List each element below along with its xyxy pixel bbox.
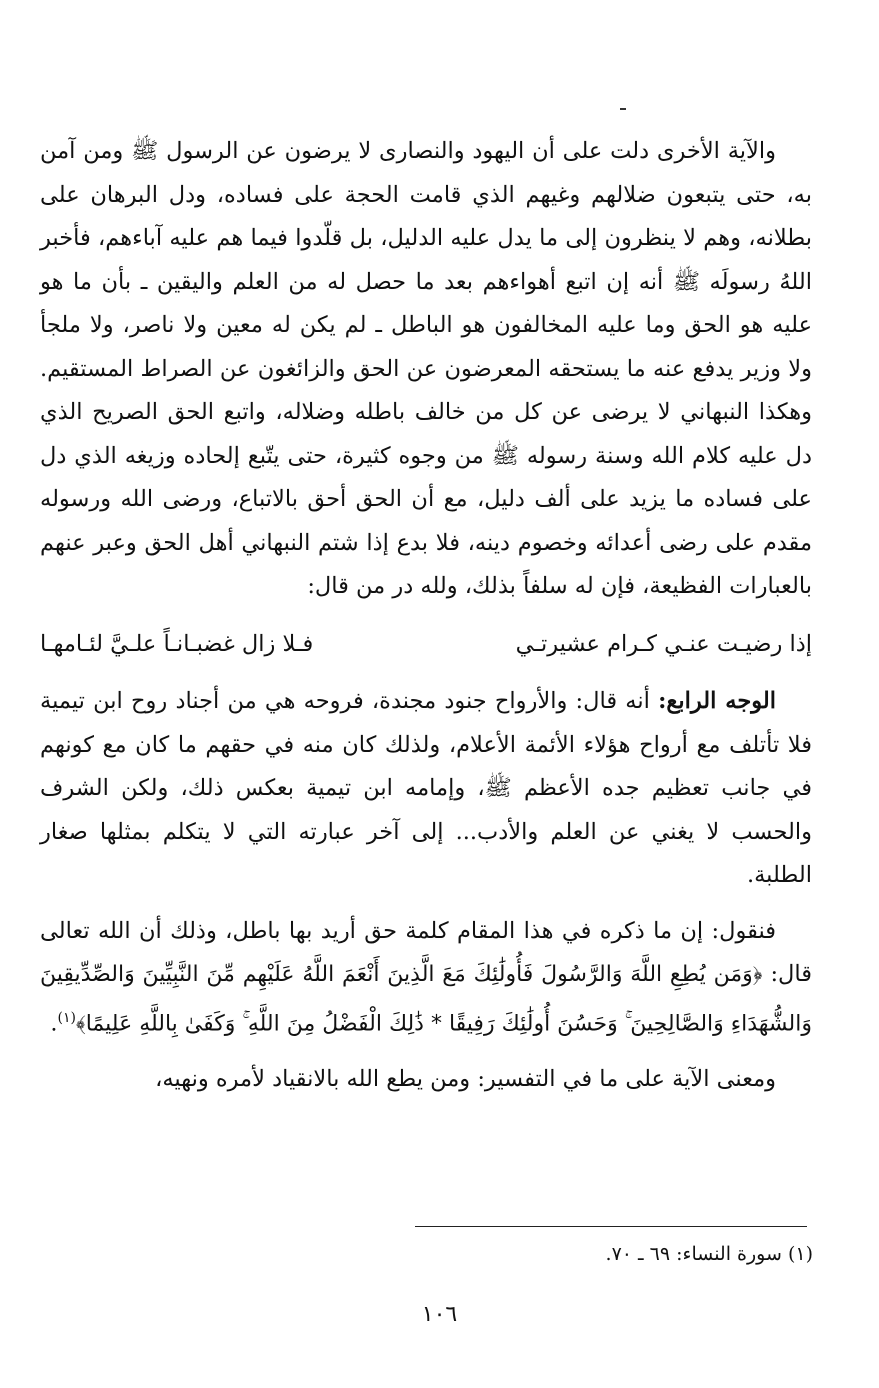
p1-line: والزائغون عن الصراط المستقيم. وهكذا النبهاني لا يرضى عن كل من خالف (40, 355, 812, 425)
footnote-reference[interactable]: (١) (57, 1009, 76, 1026)
p3-end: . (50, 1010, 58, 1036)
p1-line: عليه آباءهم، فأخبر اللهُ رسولَه ﷺ أنه إن اتبع أهواءهم بعد ما حصل له من العلم (40, 225, 812, 295)
paragraph-2 (40, 680, 812, 898)
p1-line: البرهان على بطلانه، وهم لا ينظرون إلى ما يدل عليه الدليل، بل قلّدوا فيما هم (40, 181, 812, 251)
verse-second-hemistich: فـلا زال غضبـانـاً علـيَّ لئـامهـا (40, 630, 314, 657)
p1-line: والآية الأخرى دلت على أن اليهود والنصارى لا يرضون عن الرسول ﷺ (131, 138, 776, 164)
paragraph-3 (40, 910, 812, 1046)
footnote: (١) سورة النساء: ٦٩ ـ ٧٠. (605, 1243, 813, 1265)
p4-text: ومعنى الآية على ما في التفسير: ومن يطع الله بالانقياد لأمره ونهيه، (155, 1065, 776, 1092)
p1-line: وجوه كثيرة، حتى يتّبع إلحاده وزيغه الذي دل على فساده ما يزيد على ألف دليل، (40, 442, 812, 512)
p3-line: تعالى قال: (40, 917, 812, 987)
page-number: ١٠٦ (421, 1302, 458, 1327)
p2-line: أنه قال: والأرواح جنود مجندة، فروحه هي من أجناد روح (130, 688, 650, 714)
p1-line: دينه، فلا بدع إذا شتم النبهاني أهل الحق وعبر عنهم بالعبارات الفظيعة، فإن له (40, 529, 812, 599)
p1-line: مع أن الحق أحق بالاتباع، ورضى الله ورسوله مقدم على رضى أعدائه وخصوم (40, 486, 812, 556)
p2-line: يتكلم بمثلها صغار الطلبة. (40, 818, 812, 888)
quran-verse: ﴿وَمَن يُطِعِ اللَّهَ وَالرَّسُولَ فَأُولَٰئِكَ مَعَ الَّذِينَ أَنْعَمَ اللَّهُ عَلَيْهِم مِّنَ النَّبِيِّينَ وَالصِّدِّيقِينَ وَالشُّهَدَاءِ وَالصَّالِحِينَ ۚ وَحَسُنَ أُولَٰئِكَ رَفِيقًا * ذَٰلِكَ الْفَضْلُ مِنَ اللَّهِ ۚ وَكَفَىٰ بِاللَّهِ عَلِيمًا﴾ (40, 962, 812, 1036)
poetry-verse (40, 623, 812, 667)
p1-line: سلفاً بذلك، ولله در من قال: (307, 573, 568, 599)
p1-line: معين ولا ناصر، ولا ملجأ ولا وزير يدفع عنه ما يستحقه المعرضون عن الحق (40, 312, 812, 382)
verse-first-hemistich: إذا رضيـت عنـي كـرام عشيرتـي (515, 630, 812, 657)
paragraph-1 (40, 130, 812, 609)
p2-line: كان مع كونهم في جانب تعظيم جده الأعظم ﷺ، وإمامه ابن تيمية بعكس ذلك، (40, 731, 813, 801)
p1-line: ومن آمن به، حتى يتبعون ضلالهم وغيهم الذي قامت الحجة على فساده، ودل (40, 138, 812, 208)
section-label: الوجه الرابع: (658, 688, 776, 714)
body-text (40, 130, 812, 1101)
p3-line: فنقول: إن ما ذكره في هذا المقام كلمة حق أريد بها باطل، وذلك أن الله (97, 917, 776, 944)
p1-line: واليقين ـ بأن ما هو عليه هو الحق وما عليه المخالفون هو الباطل ـ لم يكن له (40, 268, 812, 338)
p2-line: ابن تيمية فلا تأتلف مع أرواح هؤلاء الأئمة الأعلام، ولذلك كان منه في حقهم ما (40, 688, 812, 758)
paragraph-4 (40, 1058, 812, 1102)
footnote-divider (415, 1226, 807, 1227)
top-mark (620, 108, 626, 110)
p2-line: ولكن الشرف والحسب لا يغني عن العلم والأدب... إلى آخر عبارته التي لا (40, 775, 812, 845)
p1-line: باطله وضلاله، واتبع الحق الصريح الذي دل عليه كلام الله وسنة رسوله ﷺ من (40, 399, 813, 469)
